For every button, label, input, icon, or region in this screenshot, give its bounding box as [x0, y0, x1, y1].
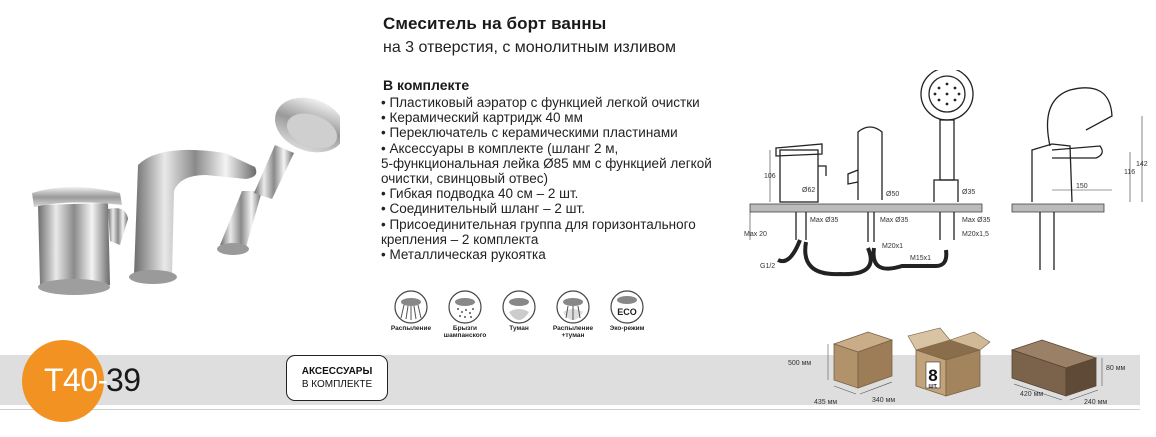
eco-icon — [610, 290, 644, 324]
dim-label: Max Ø35 — [962, 217, 991, 224]
box1-height: 500 мм — [788, 360, 812, 367]
kit-heading: В комплекте — [383, 77, 470, 93]
spray-mode-label: Распыление — [390, 325, 432, 332]
packaging-info — [780, 322, 1140, 432]
spray-mode-label: Эко-режим — [609, 325, 645, 332]
dim-label: Ø50 — [886, 191, 900, 198]
product-subtitle: на 3 отверстия, с монолитным изливом — [383, 39, 677, 56]
package-box-icon — [834, 332, 892, 388]
dim-label: Max Ø35 — [880, 217, 909, 224]
dim-label: M20x1 — [882, 243, 904, 250]
kit-feature: • Присоединительная группа для горизонтального — [381, 216, 696, 232]
kit-feature: очистки, свинцовый отвес) — [381, 171, 549, 187]
box3-width: 420 мм — [1020, 391, 1044, 398]
dim-label: 106 — [764, 173, 776, 180]
product-code-prefix: T40- — [44, 362, 108, 398]
spray-mode — [544, 290, 602, 339]
package-count: 8 — [928, 366, 938, 385]
dim-label: G1/2 — [760, 263, 776, 270]
spray-mode-label: Распыление +туман — [552, 325, 594, 339]
spray-modes — [382, 290, 672, 348]
dim-label: Max Ø35 — [810, 217, 839, 224]
spray-mode — [382, 290, 440, 332]
kit-feature-list — [381, 95, 726, 262]
technical-drawing — [740, 70, 1150, 295]
dim-label: 142 — [1136, 161, 1148, 168]
box3-height: 80 мм — [1106, 365, 1126, 372]
package-box-open-icon — [908, 328, 990, 396]
spray-mode — [436, 290, 494, 339]
kit-feature: 5-функциональная лейка Ø85 мм с функцией легкой — [381, 155, 712, 171]
spray-mist-icon — [556, 290, 590, 324]
dim-label: M15x1 — [910, 255, 932, 262]
package-count-unit: ШТ. — [928, 384, 938, 390]
dim-label: 150 — [1076, 183, 1088, 190]
dim-label: Ø35 — [962, 189, 976, 196]
accessories-line1: АКСЕССУАРЫ — [301, 366, 373, 377]
kit-feature: • Гибкая подводка 40 см – 2 шт. — [381, 186, 579, 202]
box1-depth: 340 мм — [872, 397, 896, 404]
eco-text: ECO — [617, 307, 637, 317]
product-photo — [10, 95, 340, 320]
dim-label: Ø62 — [802, 187, 816, 194]
kit-feature: крепления – 2 комплекта — [381, 231, 539, 247]
spray-mode — [598, 290, 656, 332]
spray-icon — [394, 290, 428, 324]
kit-feature: • Пластиковый аэратор с функцией легкой очистки — [381, 95, 700, 110]
box3-depth: 240 мм — [1084, 399, 1108, 406]
kit-feature: • Соединительный шланг – 2 шт. — [381, 201, 585, 217]
spray-mode-label: Туман — [509, 325, 529, 332]
kit-feature: • Керамический картридж 40 мм — [381, 110, 583, 126]
spray-mode — [490, 290, 548, 332]
dim-label: M20x1,5 — [962, 231, 989, 238]
accessories-line2: В КОМПЛЕКТЕ — [301, 379, 373, 390]
accessories-badge — [286, 355, 388, 401]
champagne-spray-icon — [448, 290, 482, 324]
mist-icon — [502, 290, 536, 324]
spray-mode-label: Брызги шампанского — [443, 325, 487, 339]
kit-feature: • Аксессуары в комплекте (шланг 2 м, — [381, 140, 619, 156]
box1-width: 435 мм — [814, 399, 838, 406]
kit-feature: • Переключатель с керамическими пластинами — [381, 125, 678, 141]
dim-label: 116 — [1124, 169, 1136, 176]
product-code-number: 39 — [106, 362, 141, 398]
kit-feature: • Металлическая рукоятка — [381, 247, 546, 263]
dim-label: Max 20 — [744, 231, 767, 238]
product-title: Смеситель на борт ванны — [383, 14, 607, 33]
